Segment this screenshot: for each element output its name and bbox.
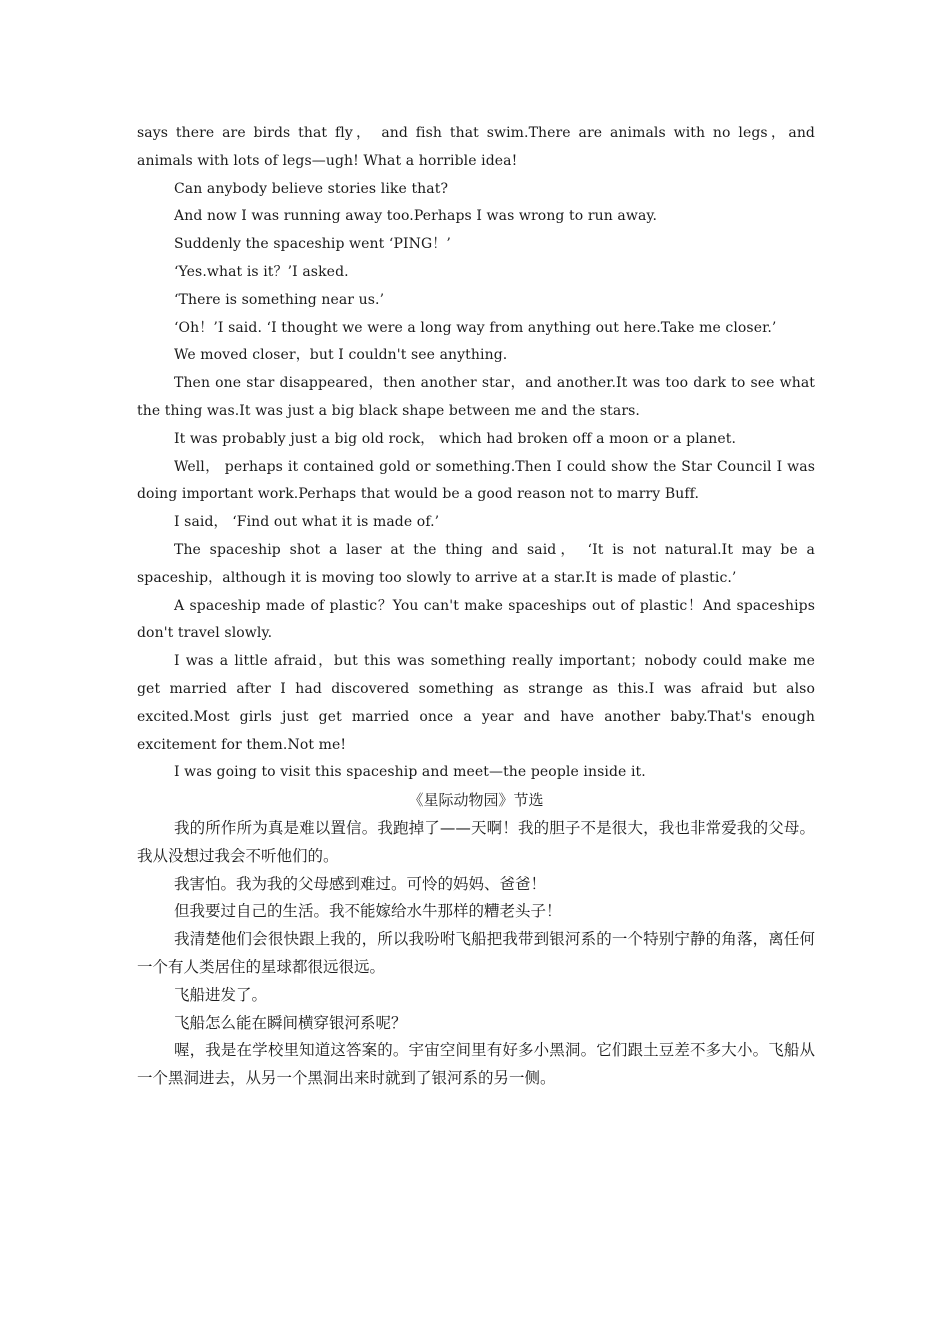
paragraph: Suddenly the spaceship went ‘PING！’: [174, 236, 451, 253]
paragraph: says there are birds that fly， and fish that swim.There are animals with no legs，and animals with lots of legs—ugh! What a horrible idea!: [137, 125, 815, 169]
paragraph: ‘Oh！’I said. ‘I thought we were a long way from anything out here.Take me closer.’: [174, 319, 777, 336]
paragraph: 我的所作所为真是难以置信。我跑掉了——天啊！我的胆子不是很大，我也非常爱我的父母。我从没想过我会不听他们的。: [137, 818, 815, 865]
paragraph: Well， perhaps it contained gold or something.Then I could show the Star Council I was doing important work.Perhaps that would be a good reason not to marry Buff.: [137, 458, 815, 503]
paragraph: It was probably just a big old rock， which had broken off a moon or a planet.: [174, 430, 736, 447]
paragraph: ‘There is something near us.’: [174, 291, 385, 308]
paragraph: I was going to visit this spaceship and meet—the people inside it.: [174, 764, 646, 781]
paragraph: 我害怕。我为我的父母感到难过。可怜的妈妈、爸爸！: [174, 874, 547, 893]
paragraph: 喔，我是在学校里知道这答案的。宇宙空间里有好多小黑洞。它们跟土豆差不多大小。飞船从一个黑洞进去，从另一个黑洞出来时就到了银河系的另一侧。: [137, 1041, 815, 1088]
paragraph: A spaceship made of plastic？You can't make spaceships out of plastic！And spaceships don't travel slowly.: [137, 597, 815, 642]
paragraph: 但我要过自己的生活。我不能嫁给水牛那样的糟老头子！: [174, 902, 562, 921]
paragraph: ‘Yes.what is it？’I asked.: [174, 263, 349, 280]
paragraph: Then one star disappeared，then another star，and another.It was too dark to see what the thing was.It was just a big black shape between me and the stars.: [137, 375, 815, 419]
paragraph: 飞船进发了。: [174, 985, 268, 1004]
section-title: 《星际动物园》节选: [408, 791, 544, 810]
chinese-passage: [137, 787, 815, 1093]
paragraph: We moved closer，but I couldn't see anything.: [174, 347, 508, 364]
paragraph: I said， ‘Find out what it is made of.’: [174, 514, 440, 531]
paragraph: The spaceship shot a laser at the thing and said， ‘It is not natural.It may be a spaceship，although it is moving too slowly to arrive at a star.It is made of plastic.’: [137, 541, 815, 586]
english-passage: [137, 120, 815, 787]
document-body: [137, 120, 815, 1093]
paragraph: Can anybody believe stories like that?: [174, 180, 449, 197]
paragraph: I was a little afraid，but this was something really important；nobody could make me get married after I had discovered something as strange as this.I was afraid but also excited.Most girls just get married once a year and have another baby.That's enough excitement for them.Not me!: [137, 653, 815, 753]
paragraph: 我清楚他们会很快跟上我的，所以我吩咐飞船把我带到银河系的一个特别宁静的角落，离任何一个有人类居住的星球都很远很远。: [137, 930, 815, 976]
paragraph: 飞船怎么能在瞬间横穿银河系呢？: [174, 1013, 407, 1032]
paragraph: And now I was running away too.Perhaps I was wrong to run away.: [174, 208, 658, 225]
